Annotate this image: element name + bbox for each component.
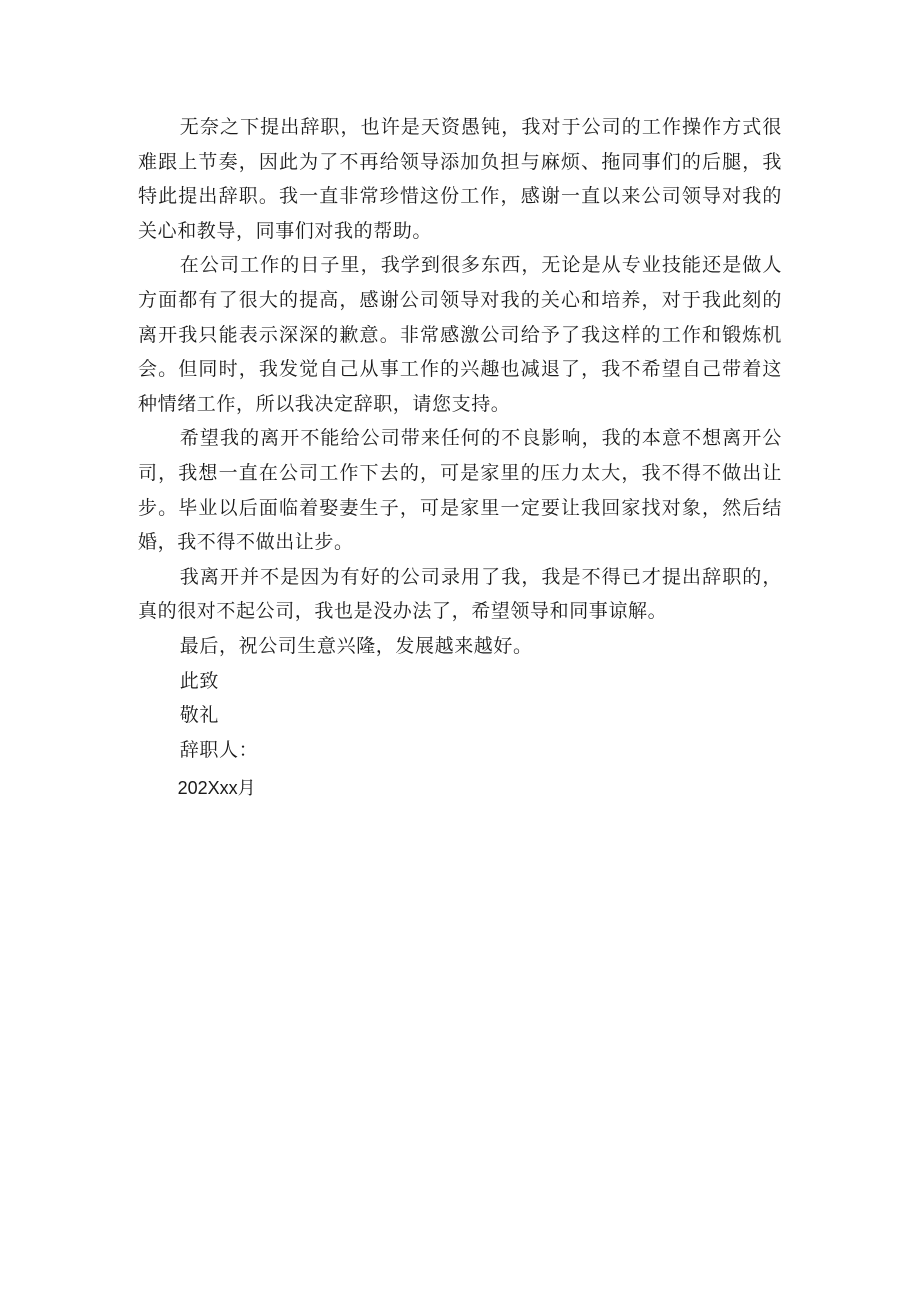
letter-body — [138, 110, 782, 806]
signature-label: 辞职人： — [179, 738, 259, 761]
paragraph-1: 无奈之下提出辞职，也许是天资愚钝，我对于公司的工作操作方式很难跟上节奏，因此为了不再给领导添加负担与麻烦、拖同事们的后腿，我特此提出辞职。我一直非常珍惜这份工作，感谢一直以来公司领导对我的关心和教导，同事们对我的帮助。 — [138, 116, 782, 242]
date-line: 202Xxx月 — [177, 778, 256, 799]
paragraph-4: 我离开并不是因为有好的公司录用了我，我是不得已才提出辞职的，真的很对不起公司，我也是没办法了，希望领导和同事谅解。 — [138, 565, 782, 623]
paragraph-3: 希望我的离开不能给公司带来任何的不良影响，我的本意不想离开公司，我想一直在公司工作下去的，可是家里的压力太大，我不得不做出让步。毕业以后面临着娶妻生子，可是家里一定要让我回家找对象，然后结婚，我不得不做出让步。 — [138, 427, 782, 554]
paragraph-2: 在公司工作的日子里，我学到很多东西，无论是从专业技能还是做人方面都有了很大的提高，感谢公司领导对我的关心和培养，对于我此刻的离开我只能表示深深的歉意。非常感激公司给予了我这样的工作和锻炼机会。但同时，我发觉自己从事工作的兴趣也减退了，我不希望自己带着这种情绪工作，所以我决定辞职，请您支持。 — [138, 254, 782, 415]
paragraph-5: 最后，祝公司生意兴隆，发展越来越好。 — [179, 634, 533, 657]
closing-regards: 敬礼 — [179, 704, 219, 727]
closing-salutation: 此致 — [179, 669, 219, 692]
